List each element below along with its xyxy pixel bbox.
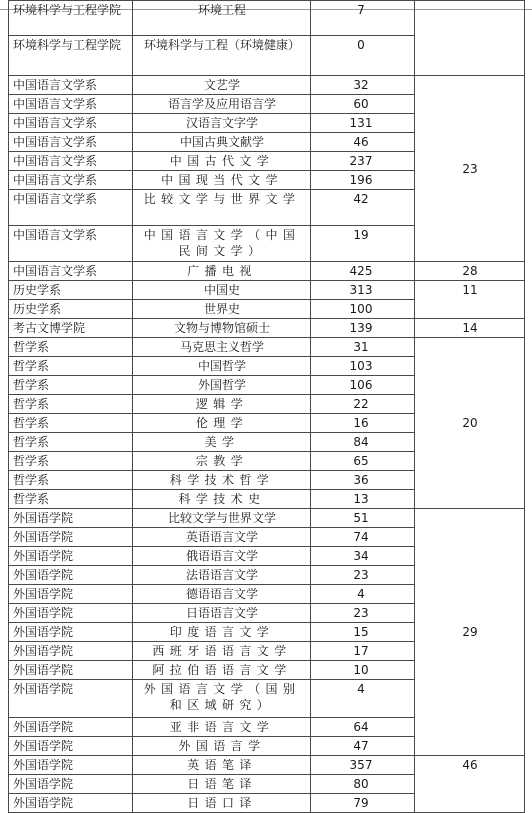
table-row: [9, 338, 525, 357]
applicant-count-cell: 64: [311, 718, 415, 737]
department-cell: 外国语学院: [9, 566, 133, 585]
major-cell: 文物与博物馆硕士: [133, 319, 311, 338]
major-cell: 科学技术哲学: [133, 471, 311, 490]
applicant-count-cell: 23: [311, 604, 415, 623]
major-cell: 比较文学与世界文学: [133, 190, 311, 226]
major-cell: 英语笔译: [133, 756, 311, 775]
department-cell: 中国语言文学系: [9, 76, 133, 95]
quota-cell: 29: [415, 509, 525, 756]
applicant-count-cell: 103: [311, 357, 415, 376]
major-cell: 美学: [133, 433, 311, 452]
major-cell: 汉语言文字学: [133, 114, 311, 133]
major-cell: 世界史: [133, 300, 311, 319]
applicant-count-cell: 84: [311, 433, 415, 452]
applicant-count-cell: 32: [311, 76, 415, 95]
department-cell: 外国语学院: [9, 737, 133, 756]
department-cell: 外国语学院: [9, 604, 133, 623]
quota-cell: 46: [415, 756, 525, 813]
table-row: [9, 319, 525, 338]
department-cell: 历史学系: [9, 281, 133, 300]
major-cell: 逻辑学: [133, 395, 311, 414]
department-cell: 外国语学院: [9, 680, 133, 718]
applicant-count-cell: 196: [311, 171, 415, 190]
table-row: [9, 756, 525, 775]
applicant-count-cell: 10: [311, 661, 415, 680]
quota-cell: 23: [415, 76, 525, 262]
applicant-count-cell: 51: [311, 509, 415, 528]
applicant-count-cell: 46: [311, 133, 415, 152]
department-cell: 环境科学与工程学院: [9, 1, 133, 36]
quota-cell: [415, 1, 525, 76]
department-cell: 哲学系: [9, 490, 133, 509]
major-cell: 科学技术史: [133, 490, 311, 509]
department-cell: 哲学系: [9, 414, 133, 433]
applicant-count-cell: 47: [311, 737, 415, 756]
quota-cell: 11: [415, 281, 525, 319]
department-cell: 外国语学院: [9, 756, 133, 775]
major-cell: 亚非语言文学: [133, 718, 311, 737]
department-cell: 中国语言文学系: [9, 152, 133, 171]
major-cell: 伦理学: [133, 414, 311, 433]
major-cell: 比较文学与世界文学: [133, 509, 311, 528]
applicant-count-cell: 425: [311, 262, 415, 281]
applicant-count-cell: 23: [311, 566, 415, 585]
department-cell: 哲学系: [9, 471, 133, 490]
enrollment-table: [8, 0, 525, 813]
department-cell: 哲学系: [9, 433, 133, 452]
table-row: [9, 262, 525, 281]
major-cell: 中国古代文学: [133, 152, 311, 171]
applicant-count-cell: 60: [311, 95, 415, 114]
applicant-count-cell: 34: [311, 547, 415, 566]
major-cell: 宗教学: [133, 452, 311, 471]
major-cell: 日语笔译: [133, 775, 311, 794]
major-cell: 广播电视: [133, 262, 311, 281]
major-cell: 印度语言文学: [133, 623, 311, 642]
department-cell: 哲学系: [9, 376, 133, 395]
major-cell: 日语口译: [133, 794, 311, 813]
major-cell: 阿拉伯语语言文学: [133, 661, 311, 680]
department-cell: 中国语言文学系: [9, 114, 133, 133]
applicant-count-cell: 13: [311, 490, 415, 509]
major-cell: 环境工程: [133, 1, 311, 36]
department-cell: 中国语言文学系: [9, 262, 133, 281]
applicant-count-cell: 80: [311, 775, 415, 794]
major-cell: 中国语言文学（中国民间文学）: [133, 226, 311, 262]
table-row: [9, 1, 525, 36]
applicant-count-cell: 79: [311, 794, 415, 813]
applicant-count-cell: 65: [311, 452, 415, 471]
department-cell: 外国语学院: [9, 775, 133, 794]
major-cell: 法语语言文学: [133, 566, 311, 585]
table-row: [9, 281, 525, 300]
department-cell: 中国语言文学系: [9, 171, 133, 190]
major-cell: 外国语言学: [133, 737, 311, 756]
department-cell: 外国语学院: [9, 642, 133, 661]
applicant-count-cell: 36: [311, 471, 415, 490]
major-cell: 环境科学与工程（环境健康）: [133, 36, 311, 76]
major-cell: 文艺学: [133, 76, 311, 95]
major-cell: 中国现当代文学: [133, 171, 311, 190]
applicant-count-cell: 74: [311, 528, 415, 547]
department-cell: 中国语言文学系: [9, 226, 133, 262]
department-cell: 哲学系: [9, 452, 133, 471]
major-cell: 中国哲学: [133, 357, 311, 376]
applicant-count-cell: 15: [311, 623, 415, 642]
major-cell: 英语语言文学: [133, 528, 311, 547]
major-cell: 俄语语言文学: [133, 547, 311, 566]
major-cell: 德语语言文学: [133, 585, 311, 604]
department-cell: 环境科学与工程学院: [9, 36, 133, 76]
table-row: [9, 76, 525, 95]
applicant-count-cell: 7: [311, 1, 415, 36]
applicant-count-cell: 313: [311, 281, 415, 300]
table-body: [9, 1, 525, 813]
applicant-count-cell: 4: [311, 680, 415, 718]
department-cell: 哲学系: [9, 357, 133, 376]
applicant-count-cell: 106: [311, 376, 415, 395]
applicant-count-cell: 4: [311, 585, 415, 604]
applicant-count-cell: 22: [311, 395, 415, 414]
department-cell: 外国语学院: [9, 585, 133, 604]
applicant-count-cell: 19: [311, 226, 415, 262]
department-cell: 外国语学院: [9, 623, 133, 642]
quota-cell: 14: [415, 319, 525, 338]
enrollment-table-container: [8, 0, 524, 813]
department-cell: 中国语言文学系: [9, 190, 133, 226]
department-cell: 外国语学院: [9, 528, 133, 547]
major-cell: 马克思主义哲学: [133, 338, 311, 357]
department-cell: 中国语言文学系: [9, 133, 133, 152]
major-cell: 日语语言文学: [133, 604, 311, 623]
department-cell: 考古文博学院: [9, 319, 133, 338]
applicant-count-cell: 100: [311, 300, 415, 319]
major-cell: 西班牙语语言文学: [133, 642, 311, 661]
applicant-count-cell: 31: [311, 338, 415, 357]
department-cell: 外国语学院: [9, 794, 133, 813]
department-cell: 外国语学院: [9, 661, 133, 680]
department-cell: 中国语言文学系: [9, 95, 133, 114]
applicant-count-cell: 17: [311, 642, 415, 661]
department-cell: 外国语学院: [9, 509, 133, 528]
major-cell: 语言学及应用语言学: [133, 95, 311, 114]
applicant-count-cell: 139: [311, 319, 415, 338]
major-cell: 中国史: [133, 281, 311, 300]
applicant-count-cell: 16: [311, 414, 415, 433]
department-cell: 外国语学院: [9, 718, 133, 737]
table-row: [9, 509, 525, 528]
department-cell: 外国语学院: [9, 547, 133, 566]
department-cell: 历史学系: [9, 300, 133, 319]
quota-cell: 20: [415, 338, 525, 509]
department-cell: 哲学系: [9, 395, 133, 414]
applicant-count-cell: 0: [311, 36, 415, 76]
quota-cell: 28: [415, 262, 525, 281]
major-cell: 外国语言文学（国别和区域研究）: [133, 680, 311, 718]
applicant-count-cell: 42: [311, 190, 415, 226]
major-cell: 中国古典文献学: [133, 133, 311, 152]
applicant-count-cell: 131: [311, 114, 415, 133]
applicant-count-cell: 237: [311, 152, 415, 171]
department-cell: 哲学系: [9, 338, 133, 357]
applicant-count-cell: 357: [311, 756, 415, 775]
major-cell: 外国哲学: [133, 376, 311, 395]
